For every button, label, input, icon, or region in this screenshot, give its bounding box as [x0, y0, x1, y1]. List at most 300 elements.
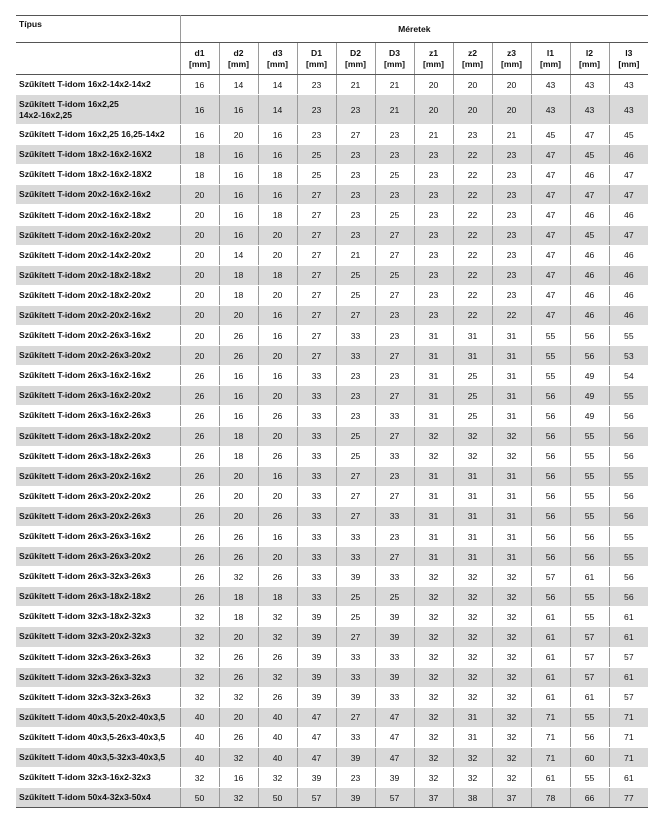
- type-cell: Szűkített T-idom 26x3-26x3-20x2: [16, 547, 180, 567]
- value-cell-d2: 18: [219, 446, 258, 466]
- value-cell-d3: 33: [375, 506, 414, 526]
- value-cell-d2: 18: [219, 285, 258, 305]
- value-cell-d3: 25: [375, 265, 414, 285]
- value-cell-l2: 55: [570, 607, 609, 627]
- value-cell-d3: 16: [258, 326, 297, 346]
- column-header-d1: [297, 43, 336, 75]
- value-cell-l2: 43: [570, 95, 609, 125]
- value-cell-d1: 26: [180, 406, 219, 426]
- value-cell-l3: 61: [609, 607, 648, 627]
- table-row: [16, 687, 648, 707]
- value-cell-z3: 31: [492, 406, 531, 426]
- value-cell-d3: 32: [258, 667, 297, 687]
- value-cell-l1: 56: [531, 547, 570, 567]
- value-cell-l3: 47: [609, 225, 648, 245]
- table-row: [16, 768, 648, 788]
- value-cell-z2: 22: [453, 145, 492, 165]
- value-cell-d3: 39: [375, 627, 414, 647]
- value-cell-l1: 61: [531, 667, 570, 687]
- value-cell-z1: 32: [414, 607, 453, 627]
- value-cell-d2: 26: [219, 667, 258, 687]
- value-cell-l1: 47: [531, 145, 570, 165]
- column-header-unit: [mm]: [500, 58, 522, 69]
- column-header-name: d1: [194, 47, 205, 58]
- value-cell-z1: 32: [414, 627, 453, 647]
- column-header-unit: [mm]: [461, 58, 483, 69]
- column-header-unit: [mm]: [188, 58, 210, 69]
- value-cell-z1: 31: [414, 526, 453, 546]
- value-cell-d1: 20: [180, 265, 219, 285]
- value-cell-d1: 32: [180, 647, 219, 667]
- value-cell-d1: 23: [297, 95, 336, 125]
- value-cell-l1: 56: [531, 406, 570, 426]
- value-cell-d2: 25: [336, 426, 375, 446]
- type-cell: Szűkített T-idom 40x3,5-26x3-40x3,5: [16, 727, 180, 747]
- value-cell-z3: 20: [492, 95, 531, 125]
- value-cell-l2: 60: [570, 748, 609, 768]
- value-cell-l3: 56: [609, 446, 648, 466]
- value-cell-z1: 32: [414, 446, 453, 466]
- value-cell-d3: 33: [375, 687, 414, 707]
- value-cell-d2: 33: [336, 647, 375, 667]
- value-cell-d2: 26: [219, 346, 258, 366]
- value-cell-d3: 39: [375, 607, 414, 627]
- value-cell-d2: 23: [336, 165, 375, 185]
- column-header-z3: [492, 43, 531, 75]
- value-cell-d1: 20: [180, 346, 219, 366]
- type-cell: Szűkített T-idom 20x2-16x2-18x2: [16, 205, 180, 225]
- value-cell-l2: 43: [570, 75, 609, 95]
- value-cell-d1: 26: [180, 567, 219, 587]
- value-cell-d3: 23: [375, 305, 414, 325]
- value-cell-d2: 23: [336, 768, 375, 788]
- value-cell-d3: 25: [375, 165, 414, 185]
- value-cell-d3: 32: [258, 768, 297, 788]
- table-row: [16, 305, 648, 325]
- column-header-unit: [mm]: [383, 58, 405, 69]
- table-row: [16, 406, 648, 426]
- value-cell-z1: 23: [414, 165, 453, 185]
- value-cell-l2: 55: [570, 506, 609, 526]
- value-cell-d3: 16: [258, 526, 297, 546]
- column-header-name: d2: [233, 47, 244, 58]
- value-cell-d2: 27: [336, 506, 375, 526]
- value-cell-d3: 16: [258, 305, 297, 325]
- value-cell-l3: 47: [609, 165, 648, 185]
- value-cell-z3: 31: [492, 326, 531, 346]
- value-cell-d2: 33: [336, 346, 375, 366]
- type-cell: Szűkített T-idom 26x3-16x2-16x2: [16, 366, 180, 386]
- value-cell-d2: 23: [336, 406, 375, 426]
- value-cell-l3: 45: [609, 125, 648, 145]
- value-cell-d3: 32: [258, 627, 297, 647]
- value-cell-l1: 56: [531, 426, 570, 446]
- value-cell-z1: 23: [414, 205, 453, 225]
- column-header-unit: [mm]: [344, 58, 366, 69]
- value-cell-l2: 56: [570, 326, 609, 346]
- column-header-l1: [531, 43, 570, 75]
- value-cell-d2: 26: [219, 727, 258, 747]
- value-cell-d2: 20: [219, 305, 258, 325]
- value-cell-z1: 31: [414, 466, 453, 486]
- value-cell-d3: 39: [375, 667, 414, 687]
- value-cell-d2: 20: [219, 466, 258, 486]
- value-cell-d3: 23: [375, 326, 414, 346]
- value-cell-d3: 20: [258, 486, 297, 506]
- value-cell-d1: 40: [180, 707, 219, 727]
- value-cell-d3: 33: [375, 406, 414, 426]
- value-cell-d3: 20: [258, 346, 297, 366]
- value-cell-d2: 26: [219, 526, 258, 546]
- value-cell-z2: 20: [453, 75, 492, 95]
- value-cell-l2: 55: [570, 768, 609, 788]
- value-cell-d1: 33: [297, 526, 336, 546]
- table-row: [16, 265, 648, 285]
- column-header-name: l3: [625, 47, 633, 58]
- type-cell: Szűkített T-idom 20x2-16x2-20x2: [16, 225, 180, 245]
- value-cell-d2: 27: [336, 125, 375, 145]
- table-row: [16, 245, 648, 265]
- table-row: [16, 95, 648, 125]
- value-cell-l3: 57: [609, 647, 648, 667]
- value-cell-d2: 16: [219, 185, 258, 205]
- value-cell-d3: 20: [258, 426, 297, 446]
- value-cell-d2: 25: [336, 446, 375, 466]
- column-header-l2: [570, 43, 609, 75]
- value-cell-z3: 31: [492, 506, 531, 526]
- value-cell-z2: 20: [453, 95, 492, 125]
- value-cell-d1: 32: [180, 627, 219, 647]
- value-cell-z1: 20: [414, 75, 453, 95]
- value-cell-l3: 56: [609, 486, 648, 506]
- value-cell-z2: 22: [453, 185, 492, 205]
- value-cell-z3: 32: [492, 768, 531, 788]
- value-cell-z1: 23: [414, 245, 453, 265]
- value-cell-d1: 16: [180, 95, 219, 125]
- value-cell-l3: 57: [609, 687, 648, 707]
- value-cell-d1: 39: [297, 607, 336, 627]
- value-cell-d1: 39: [297, 647, 336, 667]
- table-row: [16, 486, 648, 506]
- value-cell-z2: 31: [453, 486, 492, 506]
- value-cell-l1: 56: [531, 446, 570, 466]
- value-cell-l2: 57: [570, 667, 609, 687]
- value-cell-z3: 32: [492, 587, 531, 607]
- type-cell: Szűkített T-idom 20x2-18x2-18x2: [16, 265, 180, 285]
- value-cell-l2: 49: [570, 406, 609, 426]
- value-cell-l3: 55: [609, 326, 648, 346]
- value-cell-d3: 26: [258, 406, 297, 426]
- value-cell-l2: 55: [570, 707, 609, 727]
- type-cell: Szűkített T-idom 32x3-16x2-32x3: [16, 768, 180, 788]
- value-cell-d3: 33: [375, 647, 414, 667]
- value-cell-d3: 27: [375, 386, 414, 406]
- value-cell-d2: 32: [219, 567, 258, 587]
- table-row: [16, 526, 648, 546]
- value-cell-z2: 38: [453, 788, 492, 808]
- value-cell-z2: 31: [453, 727, 492, 747]
- value-cell-d1: 27: [297, 305, 336, 325]
- column-header-unit: [mm]: [539, 58, 561, 69]
- value-cell-l1: 61: [531, 768, 570, 788]
- type-cell: Szűkített T-idom 20x2-16x2-16x2: [16, 185, 180, 205]
- value-cell-z1: 32: [414, 748, 453, 768]
- value-cell-d1: 32: [180, 768, 219, 788]
- value-cell-z1: 32: [414, 727, 453, 747]
- table-row: [16, 366, 648, 386]
- column-header-unit: [mm]: [305, 58, 327, 69]
- table-row: [16, 185, 648, 205]
- value-cell-d1: 20: [180, 326, 219, 346]
- table-row: [16, 326, 648, 346]
- value-cell-l3: 71: [609, 727, 648, 747]
- table-row: [16, 145, 648, 165]
- value-cell-z3: 21: [492, 125, 531, 145]
- value-cell-d3: 27: [375, 346, 414, 366]
- value-cell-l1: 47: [531, 165, 570, 185]
- value-cell-z2: 22: [453, 205, 492, 225]
- value-cell-z3: 23: [492, 165, 531, 185]
- value-cell-d3: 20: [258, 285, 297, 305]
- value-cell-d1: 39: [297, 667, 336, 687]
- value-cell-l2: 57: [570, 627, 609, 647]
- type-cell: Szűkített T-idom 26x3-20x2-26x3: [16, 506, 180, 526]
- value-cell-z3: 23: [492, 205, 531, 225]
- value-cell-z1: 23: [414, 285, 453, 305]
- value-cell-d2: 39: [336, 788, 375, 808]
- value-cell-l1: 55: [531, 326, 570, 346]
- value-cell-z2: 31: [453, 326, 492, 346]
- value-cell-z1: 23: [414, 185, 453, 205]
- value-cell-d3: 27: [375, 285, 414, 305]
- type-cell: Szűkített T-idom 18x2-16x2-18X2: [16, 165, 180, 185]
- type-cell: Szűkített T-idom 32x3-20x2-32x3: [16, 627, 180, 647]
- type-cell: Szűkített T-idom 32x3-26x3-26x3: [16, 647, 180, 667]
- value-cell-z1: 31: [414, 366, 453, 386]
- value-cell-z1: 31: [414, 386, 453, 406]
- table-row: [16, 607, 648, 627]
- value-cell-l2: 46: [570, 165, 609, 185]
- value-cell-z1: 31: [414, 506, 453, 526]
- value-cell-d2: 23: [336, 366, 375, 386]
- value-cell-d3: 27: [375, 245, 414, 265]
- value-cell-d3: 14: [258, 75, 297, 95]
- value-cell-z2: 32: [453, 687, 492, 707]
- type-cell: Szűkített T-idom 20x2-26x3-20x2: [16, 346, 180, 366]
- value-cell-d1: 26: [180, 466, 219, 486]
- table-row: [16, 225, 648, 245]
- value-cell-l1: 43: [531, 75, 570, 95]
- table-row: [16, 647, 648, 667]
- value-cell-d2: 18: [219, 426, 258, 446]
- value-cell-d1: 33: [297, 446, 336, 466]
- value-cell-l1: 45: [531, 125, 570, 145]
- value-cell-l2: 45: [570, 145, 609, 165]
- dimensions-group-header: Méretek: [180, 16, 648, 43]
- value-cell-z2: 25: [453, 366, 492, 386]
- value-cell-l3: 46: [609, 285, 648, 305]
- column-header-row: [16, 43, 648, 75]
- value-cell-z3: 31: [492, 526, 531, 546]
- value-cell-l3: 61: [609, 627, 648, 647]
- value-cell-d3: 20: [258, 386, 297, 406]
- value-cell-l1: 47: [531, 225, 570, 245]
- value-cell-z1: 20: [414, 95, 453, 125]
- value-cell-d1: 33: [297, 547, 336, 567]
- value-cell-d1: 23: [297, 75, 336, 95]
- value-cell-d3: 18: [258, 205, 297, 225]
- value-cell-l3: 61: [609, 667, 648, 687]
- value-cell-d1: 33: [297, 486, 336, 506]
- value-cell-d3: 47: [375, 707, 414, 727]
- value-cell-d1: 32: [180, 607, 219, 627]
- type-cell: Szűkített T-idom 26x3-26x3-16x2: [16, 526, 180, 546]
- value-cell-d2: 20: [219, 486, 258, 506]
- value-cell-d2: 33: [336, 547, 375, 567]
- value-cell-z2: 25: [453, 386, 492, 406]
- value-cell-z1: 32: [414, 707, 453, 727]
- value-cell-d3: 26: [258, 647, 297, 667]
- value-cell-d3: 40: [258, 727, 297, 747]
- value-cell-d3: 39: [375, 768, 414, 788]
- value-cell-z3: 31: [492, 346, 531, 366]
- value-cell-d1: 27: [297, 265, 336, 285]
- value-cell-d2: 23: [336, 185, 375, 205]
- value-cell-z2: 32: [453, 446, 492, 466]
- value-cell-l3: 71: [609, 707, 648, 727]
- value-cell-l1: 56: [531, 526, 570, 546]
- value-cell-d2: 20: [219, 506, 258, 526]
- value-cell-d1: 33: [297, 466, 336, 486]
- value-cell-d2: 16: [219, 95, 258, 125]
- type-cell: Szűkített T-idom 20x2-20x2-16x2: [16, 305, 180, 325]
- value-cell-z1: 32: [414, 567, 453, 587]
- value-cell-d2: 25: [336, 607, 375, 627]
- value-cell-l2: 55: [570, 587, 609, 607]
- type-cell: Szűkített T-idom 16x2,25 14x2-16x2,25: [16, 95, 180, 125]
- value-cell-z1: 37: [414, 788, 453, 808]
- table-row: [16, 627, 648, 647]
- value-cell-l1: 57: [531, 567, 570, 587]
- value-cell-l1: 61: [531, 687, 570, 707]
- value-cell-d1: 27: [297, 326, 336, 346]
- table-row: [16, 727, 648, 747]
- value-cell-d3: 14: [258, 95, 297, 125]
- value-cell-d1: 33: [297, 587, 336, 607]
- value-cell-l2: 55: [570, 446, 609, 466]
- table-row: [16, 125, 648, 145]
- value-cell-d1: 16: [180, 75, 219, 95]
- value-cell-l2: 49: [570, 366, 609, 386]
- value-cell-d1: 18: [180, 145, 219, 165]
- table-row: [16, 506, 648, 526]
- value-cell-d1: 27: [297, 205, 336, 225]
- value-cell-d2: 25: [336, 285, 375, 305]
- value-cell-z2: 32: [453, 667, 492, 687]
- column-header-unit: [mm]: [422, 58, 444, 69]
- value-cell-z2: 25: [453, 406, 492, 426]
- value-cell-z1: 21: [414, 125, 453, 145]
- value-cell-l3: 55: [609, 466, 648, 486]
- value-cell-l1: 61: [531, 607, 570, 627]
- value-cell-z3: 23: [492, 145, 531, 165]
- value-cell-z3: 32: [492, 687, 531, 707]
- value-cell-z3: 32: [492, 647, 531, 667]
- table-row: [16, 547, 648, 567]
- value-cell-d1: 26: [180, 486, 219, 506]
- value-cell-l2: 56: [570, 346, 609, 366]
- value-cell-l1: 47: [531, 205, 570, 225]
- table-row: [16, 466, 648, 486]
- value-cell-z3: 32: [492, 667, 531, 687]
- table-row: [16, 75, 648, 95]
- value-cell-d2: 32: [219, 687, 258, 707]
- value-cell-l3: 43: [609, 75, 648, 95]
- value-cell-d3: 26: [258, 687, 297, 707]
- value-cell-z1: 32: [414, 667, 453, 687]
- value-cell-d2: 39: [336, 748, 375, 768]
- value-cell-d2: 32: [219, 748, 258, 768]
- column-header-name: d3: [272, 47, 283, 58]
- value-cell-z1: 32: [414, 426, 453, 446]
- value-cell-z3: 32: [492, 627, 531, 647]
- value-cell-d1: 25: [297, 145, 336, 165]
- value-cell-l1: 56: [531, 486, 570, 506]
- value-cell-l1: 47: [531, 265, 570, 285]
- value-cell-l2: 49: [570, 386, 609, 406]
- value-cell-d3: 23: [375, 145, 414, 165]
- value-cell-d1: 20: [180, 305, 219, 325]
- column-header-name: D2: [350, 47, 361, 58]
- value-cell-d2: 27: [336, 486, 375, 506]
- column-header-unit: [mm]: [227, 58, 249, 69]
- value-cell-z2: 31: [453, 526, 492, 546]
- value-cell-z3: 22: [492, 305, 531, 325]
- value-cell-z3: 37: [492, 788, 531, 808]
- table-row: [16, 285, 648, 305]
- value-cell-l2: 47: [570, 185, 609, 205]
- value-cell-l1: 71: [531, 707, 570, 727]
- value-cell-l2: 66: [570, 788, 609, 808]
- value-cell-d2: 23: [336, 386, 375, 406]
- value-cell-l2: 55: [570, 426, 609, 446]
- value-cell-l1: 47: [531, 245, 570, 265]
- column-header-l3: [609, 43, 648, 75]
- value-cell-d2: 23: [336, 145, 375, 165]
- value-cell-z2: 32: [453, 607, 492, 627]
- type-cell: Szűkített T-idom 20x2-18x2-20x2: [16, 285, 180, 305]
- value-cell-l3: 43: [609, 95, 648, 125]
- column-header-name: z2: [467, 47, 478, 58]
- table-row: [16, 748, 648, 768]
- type-cell: Szűkített T-idom 18x2-16x2-16X2: [16, 145, 180, 165]
- value-cell-d3: 26: [258, 567, 297, 587]
- value-cell-d3: 26: [258, 446, 297, 466]
- value-cell-d3: 50: [258, 788, 297, 808]
- value-cell-d2: 20: [219, 627, 258, 647]
- value-cell-d3: 23: [375, 366, 414, 386]
- value-cell-z1: 31: [414, 326, 453, 346]
- value-cell-z3: 31: [492, 386, 531, 406]
- value-cell-z2: 32: [453, 768, 492, 788]
- value-cell-d2: 18: [219, 587, 258, 607]
- value-cell-d2: 25: [336, 587, 375, 607]
- column-header-name: l1: [546, 47, 555, 58]
- value-cell-z3: 32: [492, 607, 531, 627]
- value-cell-z2: 23: [453, 125, 492, 145]
- value-cell-d2: 18: [219, 607, 258, 627]
- table-row: [16, 346, 648, 366]
